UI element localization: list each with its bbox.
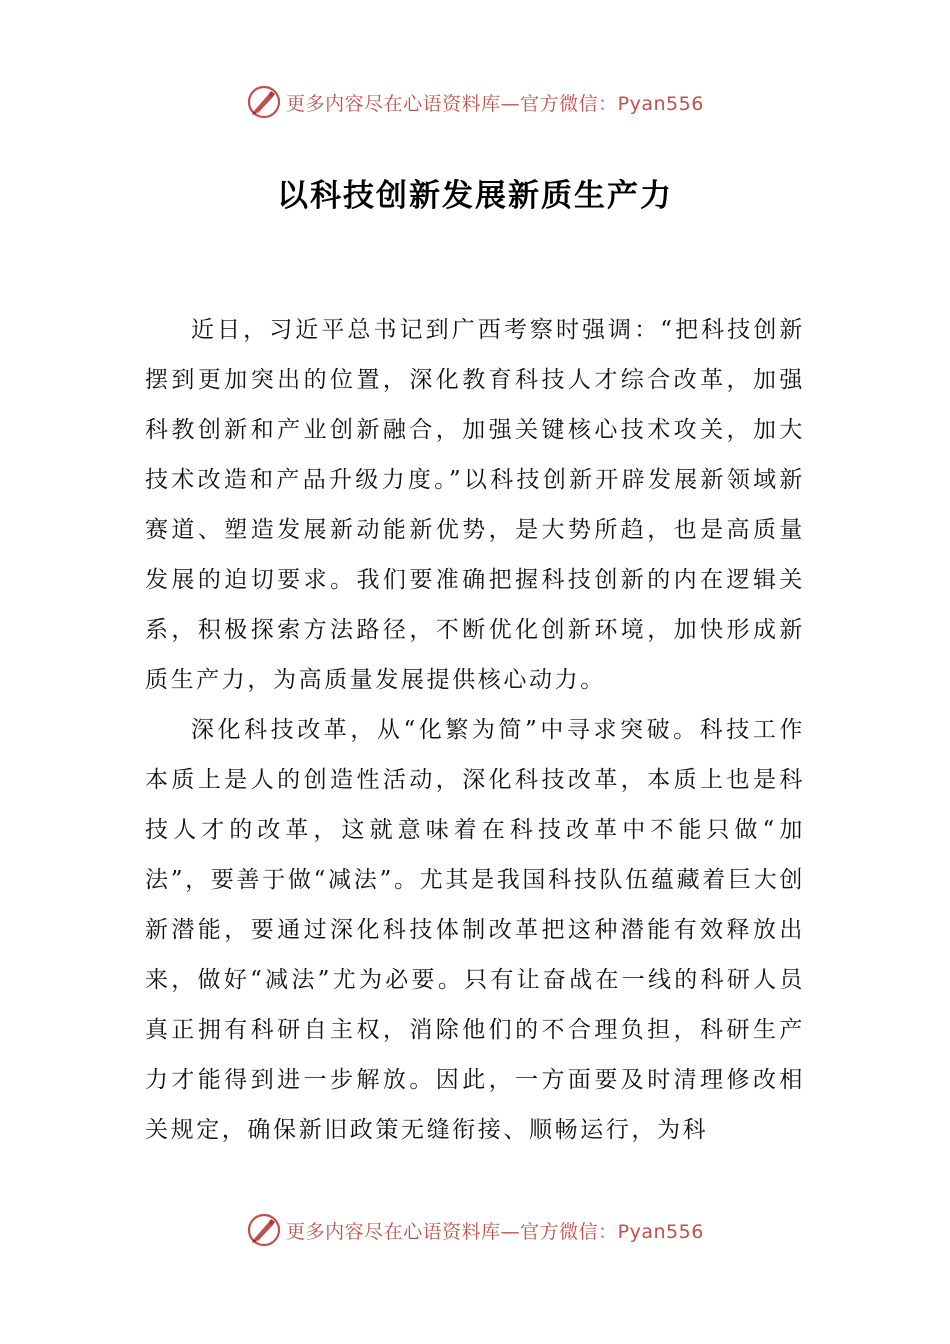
pen-logo-icon <box>246 1212 282 1248</box>
footer-banner <box>0 1210 950 1250</box>
pen-logo-icon <box>246 84 282 120</box>
page-title: 以科技创新发展新质生产力 <box>277 178 673 214</box>
paragraph: 近日，习近平总书记到广西考察时强调：“把科技创新摆到更加突出的位置，深化教育科技人才综合改革，加强科教创新和产业创新融合，加强关键核心技术攻关，加大技术改造和产品升级力度。”以科技创新开辟发展新领域新赛道、塑造发展新动能新优势，是大势所趋，也是高质量发展的迫切要求。我们要准确把握科技创新的内在逻辑关系，积极探索方法路径，不断优化创新环境，加快形成新质生产力，为高质量发展提供核心动力。 <box>145 317 805 693</box>
footer-banner-text: 更多内容尽在心语资料库—官方微信：Pyan556 <box>286 1220 704 1243</box>
paragraph: 深化科技改革，从“化繁为简”中寻求突破。科技工作本质上是人的创造性活动，深化科技改革，本质上也是科技人才的改革，这就意味着在科技改革中不能只做“加法”，要善于做“减法”。尤其是我国科技队伍蕴藏着巨大创新潜能，要通过深化科技体制改革把这种潜能有效释放出来，做好“减法”尤为必要。只有让奋战在一线的科研人员真正拥有科研自主权，消除他们的不合理负担，科研生产力才能得到进一步解放。因此，一方面要及时清理修改相关规定，确保新旧政策无缝衔接、顺畅运行，为科 <box>145 717 805 1143</box>
header-banner-text: 更多内容尽在心语资料库—官方微信：Pyan556 <box>286 92 704 115</box>
document-body <box>145 305 805 1155</box>
header-banner <box>0 82 950 122</box>
